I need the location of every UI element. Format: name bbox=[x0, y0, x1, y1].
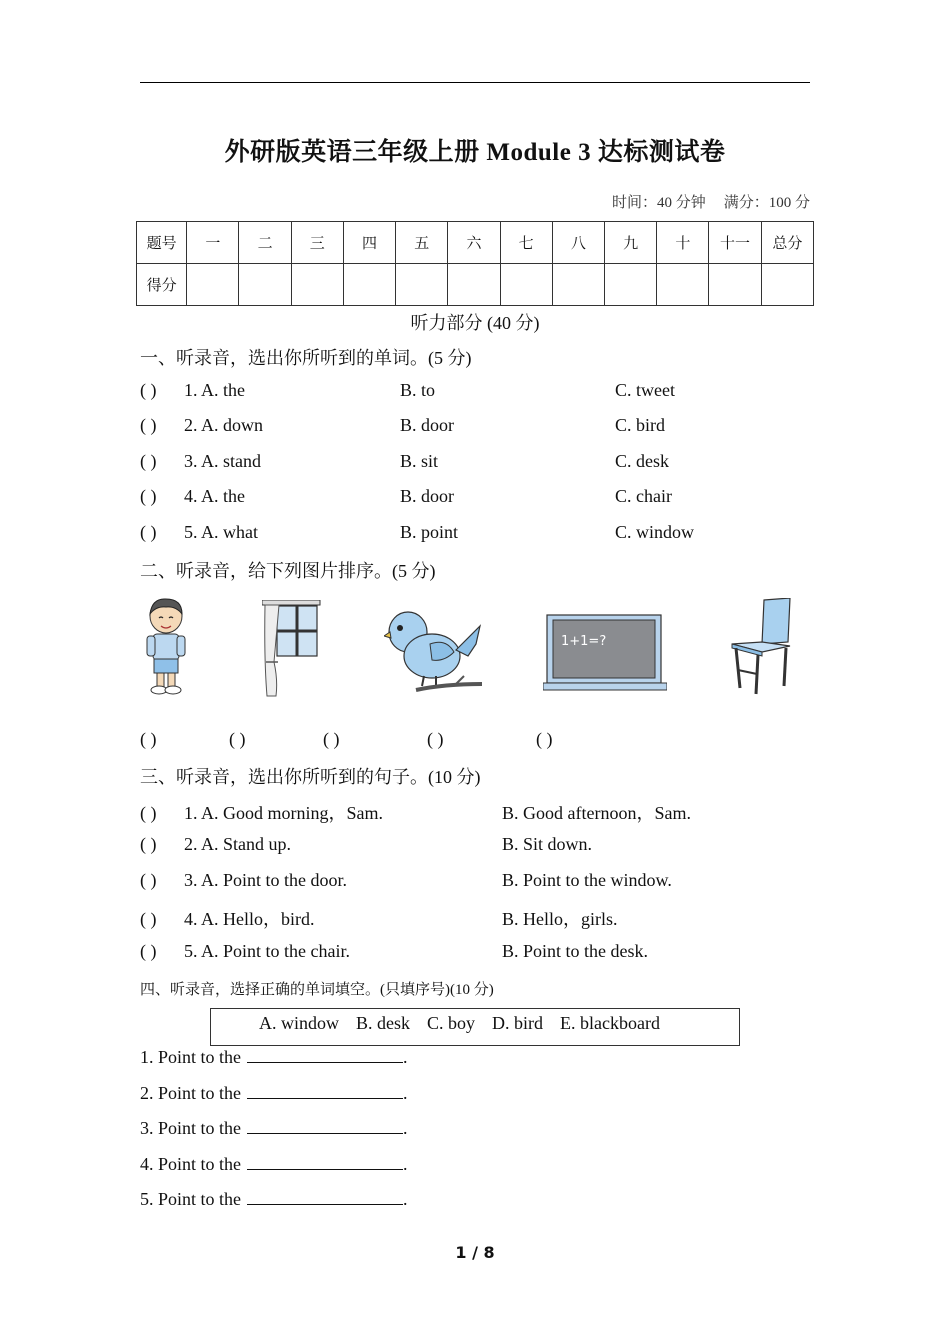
fill-blank-suffix: . bbox=[403, 1189, 408, 1209]
answer-blank[interactable] bbox=[247, 1155, 403, 1170]
option-a: 3. A. stand bbox=[184, 451, 262, 471]
section2-heading: 二、听录音，给下列图片排序。(5 分) bbox=[140, 561, 436, 581]
section1-question bbox=[140, 486, 245, 507]
fill-blank-prompt: 2. Point to the bbox=[140, 1083, 242, 1103]
option-b: B. door bbox=[400, 415, 454, 435]
score-table bbox=[136, 221, 814, 306]
score-cell[interactable] bbox=[657, 264, 709, 306]
answer-blank[interactable] bbox=[247, 1048, 403, 1063]
score-cell[interactable] bbox=[291, 264, 343, 306]
blackboard-text: 1+1=? bbox=[561, 634, 607, 649]
score-table-header-row bbox=[137, 222, 814, 264]
score-table-score-row bbox=[137, 264, 814, 306]
score-cell[interactable] bbox=[343, 264, 395, 306]
option-b: B. Point to the window. bbox=[502, 870, 672, 890]
fill-blank-item bbox=[140, 1189, 408, 1210]
score-cell[interactable] bbox=[552, 264, 604, 306]
score-header-cell: 二 bbox=[239, 222, 291, 264]
answer-blank[interactable] bbox=[247, 1084, 403, 1099]
option-b: B. point bbox=[400, 522, 459, 542]
answer-paren[interactable]: ( ) bbox=[140, 803, 157, 823]
option-a: 3. A. Point to the door. bbox=[184, 870, 348, 890]
time-limit: 时间：40 分钟 bbox=[611, 195, 706, 211]
blackboard-picture bbox=[543, 613, 667, 693]
answer-paren[interactable]: ( ) bbox=[140, 909, 157, 929]
option-a: 5. A. what bbox=[184, 522, 258, 542]
section3-question bbox=[140, 941, 350, 962]
score-header-cell: 十一 bbox=[709, 222, 761, 264]
option-a: 5. A. Point to the chair. bbox=[184, 941, 350, 961]
section4-heading: 四、听录音，选择正确的单词填空。(只填序号)(10 分) bbox=[140, 982, 494, 998]
option-b: B. Hello，girls. bbox=[502, 909, 618, 929]
order-bracket[interactable]: ( ) bbox=[536, 729, 553, 749]
option-b: B. Sit down. bbox=[502, 834, 593, 854]
score-cell[interactable] bbox=[239, 264, 291, 306]
score-cell[interactable] bbox=[500, 264, 552, 306]
score-header-cell: 题号 bbox=[137, 222, 187, 264]
fill-blank-suffix: . bbox=[403, 1118, 408, 1138]
option-a: 4. A. Hello，bird. bbox=[184, 909, 315, 929]
score-header-cell: 三 bbox=[291, 222, 343, 264]
answer-paren[interactable]: ( ) bbox=[140, 522, 157, 542]
score-cell[interactable] bbox=[448, 264, 500, 306]
order-bracket[interactable]: ( ) bbox=[140, 729, 157, 749]
word-option: D. bird bbox=[492, 1013, 544, 1033]
section3-heading: 三、听录音，选出你所听到的句子。(10 分) bbox=[140, 767, 481, 787]
option-a: 2. A. Stand up. bbox=[184, 834, 292, 854]
header-rule bbox=[140, 82, 810, 83]
fill-blank-prompt: 3. Point to the bbox=[140, 1118, 242, 1138]
option-a: 1. A. Good morning，Sam. bbox=[184, 803, 384, 823]
score-header-cell: 五 bbox=[396, 222, 448, 264]
score-cell[interactable] bbox=[761, 264, 813, 306]
score-cell[interactable] bbox=[709, 264, 761, 306]
word-option: C. boy bbox=[427, 1013, 476, 1033]
option-c: C. bird bbox=[615, 415, 666, 435]
section3-question bbox=[140, 834, 291, 855]
option-b: B. Point to the desk. bbox=[502, 941, 649, 961]
fill-blank-suffix: . bbox=[403, 1083, 408, 1103]
answer-paren[interactable]: ( ) bbox=[140, 941, 157, 961]
word-option: A. window bbox=[259, 1013, 339, 1033]
fill-blank-suffix: . bbox=[403, 1154, 408, 1174]
page-number: 1 / 8 bbox=[455, 1243, 495, 1262]
answer-paren[interactable]: ( ) bbox=[140, 834, 157, 854]
section1-question bbox=[140, 451, 261, 472]
answer-paren[interactable]: ( ) bbox=[140, 415, 157, 435]
section1-question bbox=[140, 522, 258, 543]
full-score: 满分：100 分 bbox=[723, 195, 810, 211]
score-row-label: 得分 bbox=[137, 264, 187, 306]
boy-picture bbox=[140, 596, 192, 698]
bird-picture bbox=[384, 604, 484, 698]
section1-heading: 一、听录音，选出你所听到的单词。(5 分) bbox=[140, 348, 472, 368]
score-header-cell: 六 bbox=[448, 222, 500, 264]
answer-paren[interactable]: ( ) bbox=[140, 451, 157, 471]
score-header-cell: 八 bbox=[552, 222, 604, 264]
fill-blank-prompt: 1. Point to the bbox=[140, 1047, 242, 1067]
section1-question bbox=[140, 415, 263, 436]
answer-paren[interactable]: ( ) bbox=[140, 870, 157, 890]
order-bracket[interactable]: ( ) bbox=[427, 729, 444, 749]
answer-paren[interactable]: ( ) bbox=[140, 486, 157, 506]
answer-blank[interactable] bbox=[247, 1119, 403, 1134]
option-c: C. window bbox=[615, 522, 695, 542]
option-a: 2. A. down bbox=[184, 415, 264, 435]
option-b: B. Good afternoon，Sam. bbox=[502, 803, 691, 823]
exam-meta bbox=[612, 191, 810, 212]
score-header-cell: 一 bbox=[187, 222, 239, 264]
word-option: E. blackboard bbox=[560, 1013, 660, 1033]
listening-section-title: 听力部分 (40 分) bbox=[410, 313, 540, 333]
score-header-cell: 九 bbox=[605, 222, 657, 264]
score-cell[interactable] bbox=[396, 264, 448, 306]
score-header-cell: 七 bbox=[500, 222, 552, 264]
page-title: 外研版英语三年级上册 Module 3 达标测试卷 bbox=[224, 139, 726, 166]
option-a: 1. A. the bbox=[184, 380, 245, 400]
score-cell[interactable] bbox=[187, 264, 239, 306]
fill-blank-item bbox=[140, 1083, 408, 1104]
section3-question bbox=[140, 870, 347, 891]
word-option: B. desk bbox=[356, 1013, 410, 1033]
answer-paren[interactable]: ( ) bbox=[140, 380, 157, 400]
fill-blank-item bbox=[140, 1118, 408, 1139]
answer-blank[interactable] bbox=[247, 1190, 403, 1205]
word-bank-box bbox=[210, 1008, 740, 1046]
score-cell[interactable] bbox=[605, 264, 657, 306]
score-header-cell: 四 bbox=[343, 222, 395, 264]
fill-blank-item bbox=[140, 1047, 408, 1068]
score-header-cell: 十 bbox=[657, 222, 709, 264]
window-picture bbox=[262, 600, 322, 698]
score-header-cell: 总分 bbox=[761, 222, 813, 264]
section1-question bbox=[140, 380, 245, 401]
option-b: B. to bbox=[400, 380, 436, 400]
section3-question bbox=[140, 799, 383, 825]
fill-blank-item bbox=[140, 1154, 408, 1175]
option-c: C. tweet bbox=[615, 380, 675, 400]
chair-picture bbox=[728, 598, 798, 696]
order-bracket[interactable]: ( ) bbox=[229, 729, 246, 749]
option-a: 4. A. the bbox=[184, 486, 245, 506]
fill-blank-prompt: 4. Point to the bbox=[140, 1154, 242, 1174]
fill-blank-suffix: . bbox=[403, 1047, 408, 1067]
order-bracket[interactable]: ( ) bbox=[323, 729, 340, 749]
option-b: B. door bbox=[400, 486, 454, 506]
section3-question bbox=[140, 905, 315, 931]
option-b: B. sit bbox=[400, 451, 439, 471]
word-bank bbox=[259, 1013, 677, 1034]
option-c: C. desk bbox=[615, 451, 669, 471]
fill-blank-prompt: 5. Point to the bbox=[140, 1189, 242, 1209]
option-c: C. chair bbox=[615, 486, 672, 506]
